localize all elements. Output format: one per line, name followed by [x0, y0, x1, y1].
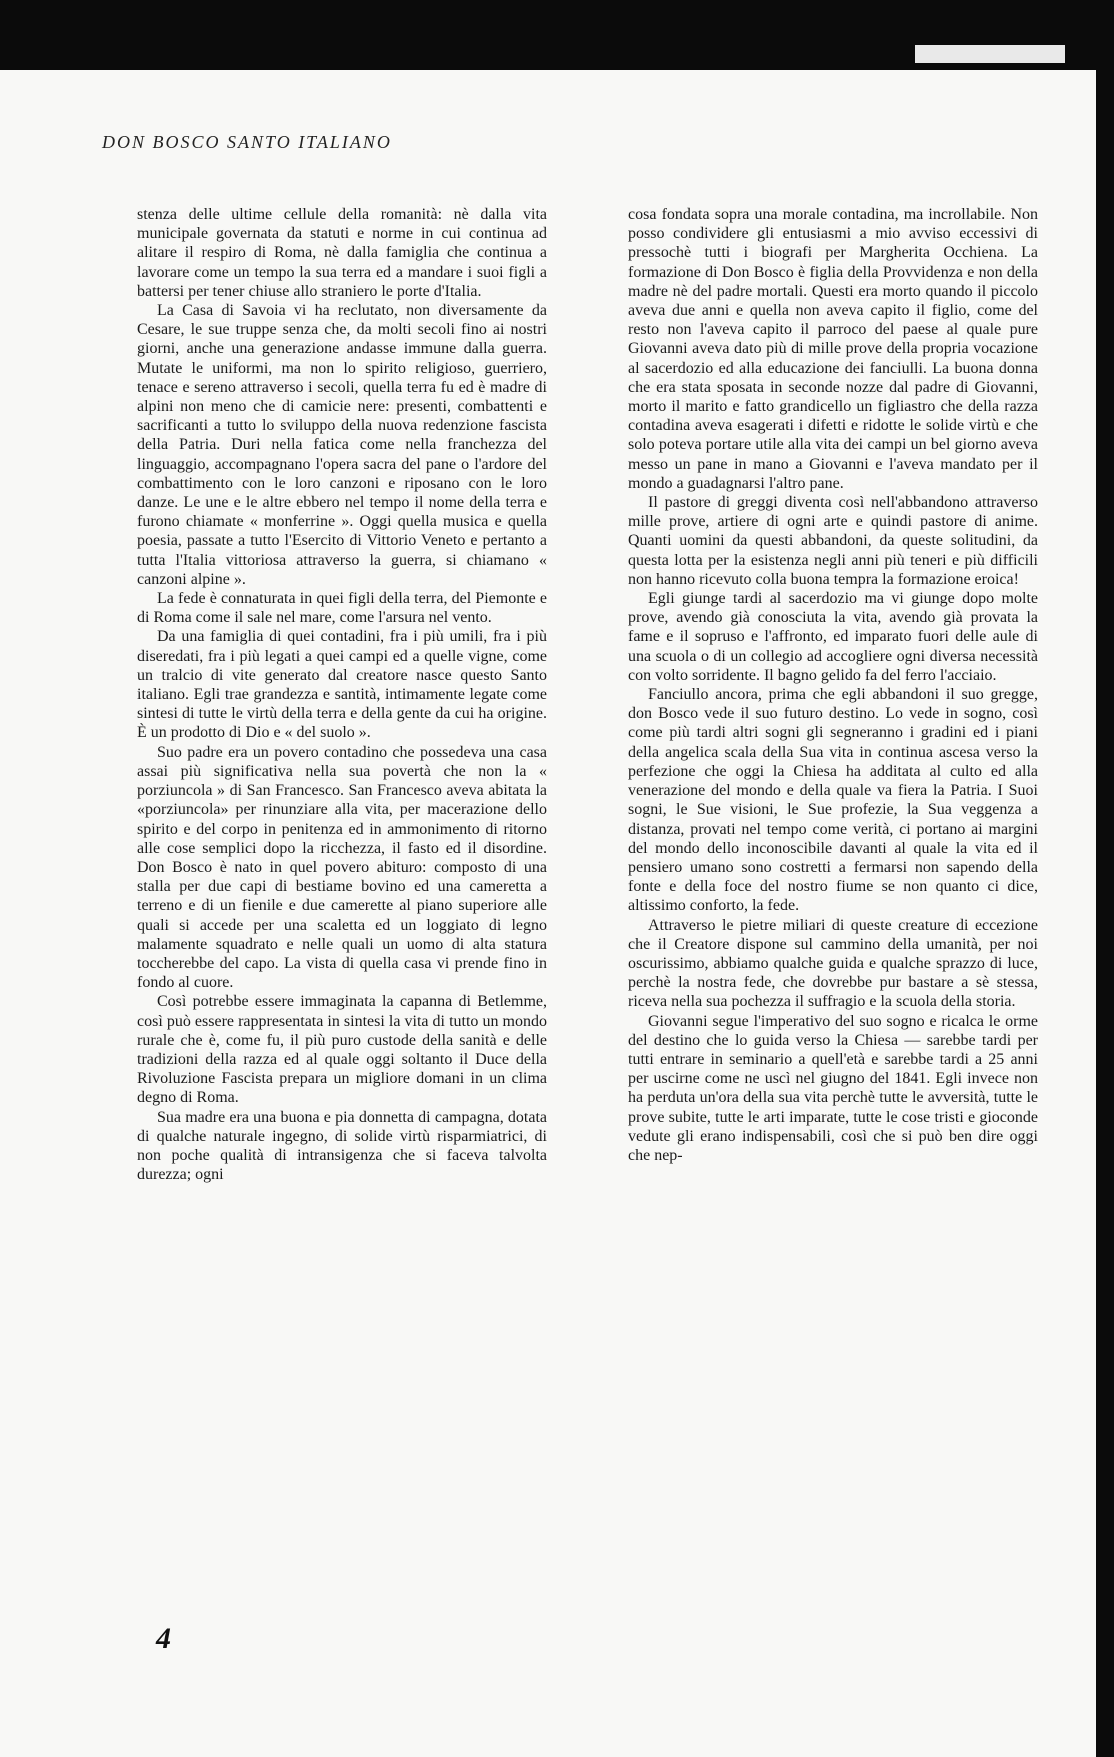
- book-page: [0, 70, 1096, 1757]
- running-title: DON BOSCO SANTO ITALIANO: [102, 132, 392, 152]
- paragraph: La Casa di Savoia vi ha reclutato, non diversamente da Cesare, le sue truppe senza che, da molti secoli fino ai nostri giorni, anche una generazione andasse immune dalla guerra. Mutate le uniformi, ma non lo spirito religioso, guerriero, tenace e sereno attraverso i secoli, quella terra fu ed è madre di alpini non meno che di camicie nere: presenti, combattenti e sacrificanti a tutto lo sviluppo della nuova redenzione fascista della Patria. Duri nella fatica come nella franchezza del linguaggio, accompagnano l'opera sacra del pane o l'ardore del combattimento con le loro canzoni e riposano con le loro danze. Le une e le altre ebbero nel tempo il nome della terra e furono chiamate « monferrine ». Oggi quella musica e quella poesia, passate a tutto l'Esercito di Vittorio Veneto e pertanto a tutta l'Italia vittoriosa attraverso la guerra, si chiamano « canzoni alpine ».: [137, 302, 547, 588]
- paragraph: Fanciullo ancora, prima che egli abbandoni il suo gregge, don Bosco vede il suo futuro destino. Lo vede in sogno, così come più tardi altri sogni gli segneranno i gradini ed i piani della angelica scala della Sua vita in continua ascesa verso la perfezione che oggi la Chiesa ha additata al culto ed alla venerazione del mondo e della quale va fiera la Patria. I Suoi sogni, le Sue visioni, le Sue profezie, la Sua veggenza a distanza, provati nel tempo come verità, ci portano ai margini del mondo dello inconoscibile davanti al quale la vita ed il pensiero umano sono costretti a fermarsi non sapendo della fonte e della foce del nostro fiume se non quanto ci dice, altissimo conforto, la fede.: [628, 686, 1038, 915]
- scan-border-right: [1096, 60, 1114, 1757]
- paragraph: Sua madre era una buona e pia donnetta di campagna, dotata di qualche naturale ingegno, di solide virtù risparmiatrici, di non poche qualità di intransigenza che si faceva talvolta durezza; ogni: [137, 1108, 547, 1184]
- paragraph: Da una famiglia di quei contadini, fra i più umili, fra i più diseredati, fra i più legati a quei campi ed a quelle vigne, come un tralcio di vite generato dal creatore nasce questo Santo italiano. Egli trae grandezza e santità, intimamente legate come sintesi di tutte le virtù della terra e della gente da cui ha origine. È un prodotto di Dio e « del suolo ».: [137, 628, 547, 742]
- paragraph: La fede è connaturata in quei figli della terra, del Piemonte e di Roma come il sale nel mare, come l'arsura nel vento.: [137, 590, 547, 627]
- paragraph: Giovanni segue l'imperativo del suo sogno e ricalca le orme del destino che lo guida verso la Chiesa — sarebbe tardi per tutti entrare in seminario a quell'età e sarebbe tardi a 25 anni per uscirne come ne uscì nel giugno del 1841. Egli invece non ha perduta un'ora della sua vita perchè tutte le avversità, tutte le prove subite, tutte le arti imparate, tutte le cose tristi e gioconde vedute gli erano indispensabili, così che si può ben dire oggi che nep-: [628, 1012, 1038, 1164]
- paragraph: Egli giunge tardi al sacerdozio ma vi giunge dopo molte prove, avendo già conosciuta la vita, avendo già provata la fame e il sopruso e l'affronto, ed imparato fuori delle aule di una scuola o di un collegio ad accogliere ogni diversa necessità con volto sorridente. Il bagno gelido fa del ferro l'acciaio.: [628, 590, 1038, 684]
- paragraph: Il pastore di greggi diventa così nell'abbandono attraverso mille prove, artiere di ogni arte e quindi pastore di anime. Quanti uomini da questi abbandoni, da queste solitudini, da questa lotta per la esistenza negli anni più teneri e più difficili non hanno ricevuto colla buona tempra la formazione eroica!: [628, 494, 1038, 588]
- paragraph: Suo padre era un povero contadino che possedeva una casa assai più significativa nella sua povertà che non la « porziuncola » di San Francesco. San Francesco aveva abitata la «porziuncola» per rinunziare alla vita, per macerazione dello spirito e del corpo in penitenza ed in ammonimento di ritorno alle cose semplici dopo la ricchezza, il fasto ed il disordine. Don Bosco è nato in quel povero abituro: composto di una stalla per due capi di bestiame bovino ed una cameretta a terreno e di un fienile e due camerette al piano superiore alle quali si accede per una scaletta ed un loggiato di legno malamente squadrato e nelle quali un uomo di alta statura toccherebbe del capo. La vista di quella casa vi prende fino in fondo al cuore.: [137, 743, 547, 992]
- paragraph: stenza delle ultime cellule della romanità: nè dalla vita municipale governata da statuti e norme in cui continua ad alitare il respiro di Roma, nè dalla famiglia che continua a lavorare come un tempo la sua terra ed a mandare i suoi figli a battersi per tener chiuse allo straniero le porte d'Italia.: [137, 206, 547, 300]
- scan-border-notch-highlight: [915, 45, 1065, 63]
- right-text-column: [628, 205, 1038, 1165]
- page-number: 4: [156, 1622, 171, 1655]
- paragraph: Così potrebbe essere immaginata la capanna di Betlemme, così può essere rappresentata in sintesi la vita di tutto un mondo rurale che è, come fu, il più puro custode della sanità e delle tradizioni della razza ed al quale oggi soltanto il Duce della Rivoluzione Fascista prepara un migliore domani in un clima degno di Roma.: [137, 993, 547, 1107]
- paragraph: Attraverso le pietre miliari di queste creature di eccezione che il Creatore dispone sul cammino della umanità, per noi oscurissimo, abbiamo qualche guida e qualche sprazzo di luce, perchè la nostra fede, che dovrebbe pur bastare a sè stessa, riceva nella sua pochezza il suffragio e la scuola della storia.: [628, 916, 1038, 1011]
- paragraph: cosa fondata sopra una morale contadina, ma incrollabile. Non posso condividere gli entusiasmi a mio avviso eccessivi di pressochè tutti i biografi per Margherita Occhiena. La formazione di Don Bosco è figlia della Provvidenza e non della madre nè del padre mortali. Questi era morto quando il piccolo aveva due anni e quella non aveva capito il figlio, come del resto non l'aveva capito il parroco del paese al quale pure Giovanni aveva dato più di mille prove della propria vocazione al sacerdozio ed alla educazione dei fanciulli. La buona donna che era stata sposata in seconde nozze dal padre di Giovanni, morto il marito e fatto grandicello un figliastro che della razza contadina aveva esagerati i difetti e ridotte le solide virtù e che solo poteva portare utile alla vita dei campi un bel giorno aveva messo un pane in mano a Giovanni e l'aveva mandato per il mondo a guadagnarsi l'altro pane.: [628, 206, 1038, 492]
- left-text-column: [137, 205, 547, 1184]
